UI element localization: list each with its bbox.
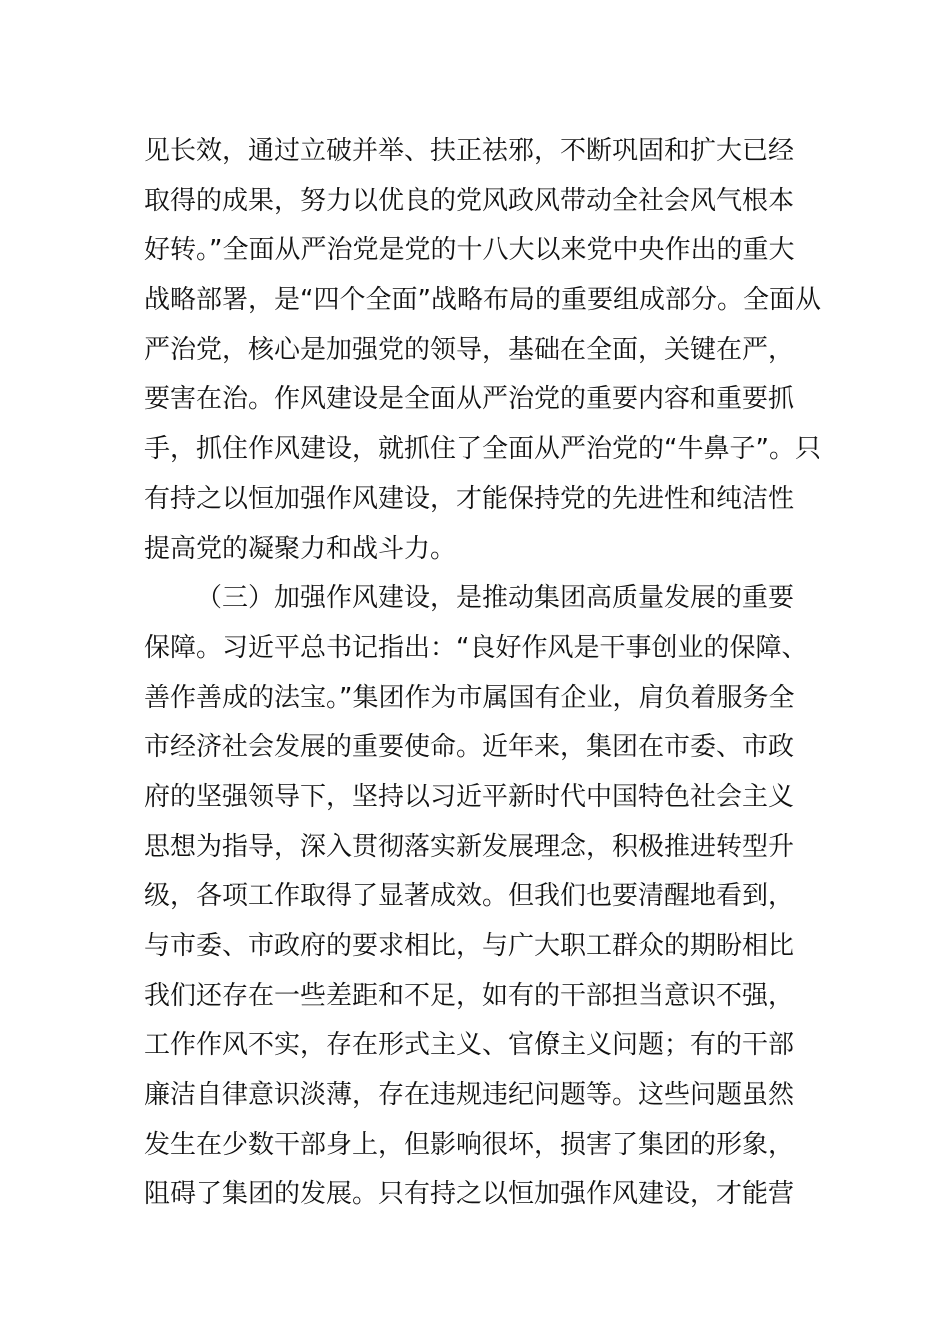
text-line: 取得的成果，努力以优良的党风政风带动全社会风气根本	[144, 185, 795, 216]
text-line: 思想为指导，深入贯彻落实新发展理念，积极推进转型升	[144, 831, 795, 862]
body-text	[144, 127, 821, 1220]
text-line: 阻碍了集团的发展。只有持之以恒加强作风建设，才能营	[144, 1179, 795, 1210]
text-line: 我们还存在一些差距和不足，如有的干部担当意识不强，	[144, 980, 795, 1011]
text-line: 级，各项工作取得了显著成效。但我们也要清醒地看到，	[144, 881, 795, 912]
text-line: 战略部署，是“四个全面”战略布局的重要组成部分。全面从	[144, 285, 821, 316]
text-line: 工作作风不实，存在形式主义、官僚主义问题；有的干部	[144, 1030, 795, 1061]
text-line: 保障。习近平总书记指出：“良好作风是干事创业的保障、	[144, 632, 808, 663]
text-line: 廉洁自律意识淡薄，存在违规违纪问题等。这些问题虽然	[144, 1080, 795, 1111]
text-line: 府的坚强领导下，坚持以习近平新时代中国特色社会主义	[144, 781, 795, 812]
text-line: 要害在治。作风建设是全面从严治党的重要内容和重要抓	[144, 384, 795, 415]
text-line: 与市委、市政府的要求相比，与广大职工群众的期盼相比	[144, 931, 795, 961]
text-line: 发生在少数干部身上，但影响很坏，损害了集团的形象，	[144, 1129, 795, 1160]
text-line: 善作善成的法宝。”集团作为市属国有企业，肩负着服务全	[144, 682, 795, 713]
text-line: 市经济社会发展的重要使命。近年来，集团在市委、市政	[144, 732, 795, 763]
text-line: 提高党的凝聚力和战斗力。	[144, 533, 457, 564]
text-line: 好转。”全面从严治党是党的十八大以来党中央作出的重大	[144, 235, 795, 266]
text-line: 有持之以恒加强作风建设，才能保持党的先进性和纯洁性	[144, 483, 795, 514]
text-line: 严治党，核心是加强党的领导，基础在全面，关键在严，	[144, 334, 795, 365]
text-line: 见长效，通过立破并举、扶正祛邪，不断巩固和扩大已经	[144, 136, 795, 166]
text-line: 手，抓住作风建设，就抓住了全面从严治党的“牛鼻子”。只	[144, 434, 821, 465]
section-heading-line: （三）加强作风建设，是推动集团高质量发展的重要	[196, 583, 795, 614]
